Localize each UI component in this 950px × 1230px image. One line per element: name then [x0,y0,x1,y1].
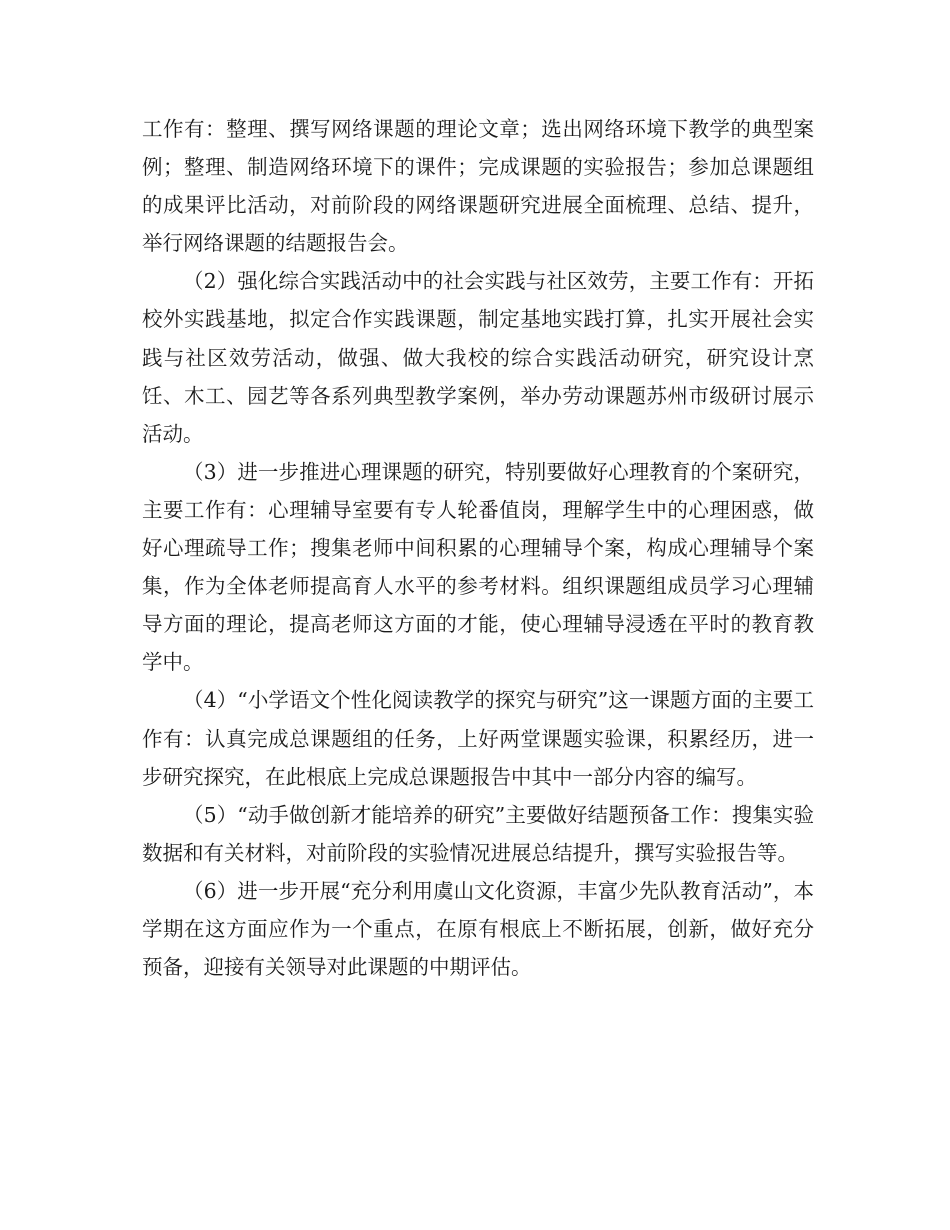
paragraph-5: （5）“动手做创新才能培养的研究”主要做好结题预备工作：搜集实验数据和有关材料，对前阶段的实验情况进展总结提升，撰写实验报告等。 [142,802,814,865]
paragraph-1: 工作有：整理、撰写网络课题的理论文章；选出网络环境下教学的典型案例；整理、制造网络环境下的课件；完成课题的实验报告；参加总课题组的成果评比活动，对前阶段的网络课题研究进展全面梳理、总结、提升，举行网络课题的结题报告会。 [142,117,814,256]
document-body [142,110,814,986]
paragraph-3: （3）进一步推进心理课题的研究，特别要做好心理教育的个案研究，主要工作有：心理辅导室要有专人轮番值岗，理解学生中的心理困惑，做好心理疏导工作；搜集老师中间积累的心理辅导个案，构成心理辅导个案集，作为全体老师提高育人水平的参考材料。组织课题组成员学习心理辅导方面的理论，提高老师这方面的才能，使心理辅导浸透在平时的教育教学中。 [142,459,814,675]
paragraph-4: （4）“小学语文个性化阅读教学的探究与研究”这一课题方面的主要工作有：认真完成总课题组的任务，上好两堂课题实验课，积累经历，进一步研究探究，在此根底上完成总课题报告中其中一部分内容的编写。 [142,688,814,789]
paragraph-6: （6）进一步开展“充分利用虞山文化资源，丰富少先队教育活动”，本学期在这方面应作为一个重点，在原有根底上不断拓展，创新，做好充分预备，迎接有关领导对此课题的中期评估。 [142,878,814,980]
paragraph-2: （2）强化综合实践活动中的社会实践与社区效劳，主要工作有：开拓校外实践基地，拟定合作实践课题，制定基地实践打算，扎实开展社会实践与社区效劳活动，做强、做大我校的综合实践活动研究，研究设计烹饪、木工、园艺等各系列典型教学案例，举办劳动课题苏州市级研讨展示活动。 [142,269,814,446]
